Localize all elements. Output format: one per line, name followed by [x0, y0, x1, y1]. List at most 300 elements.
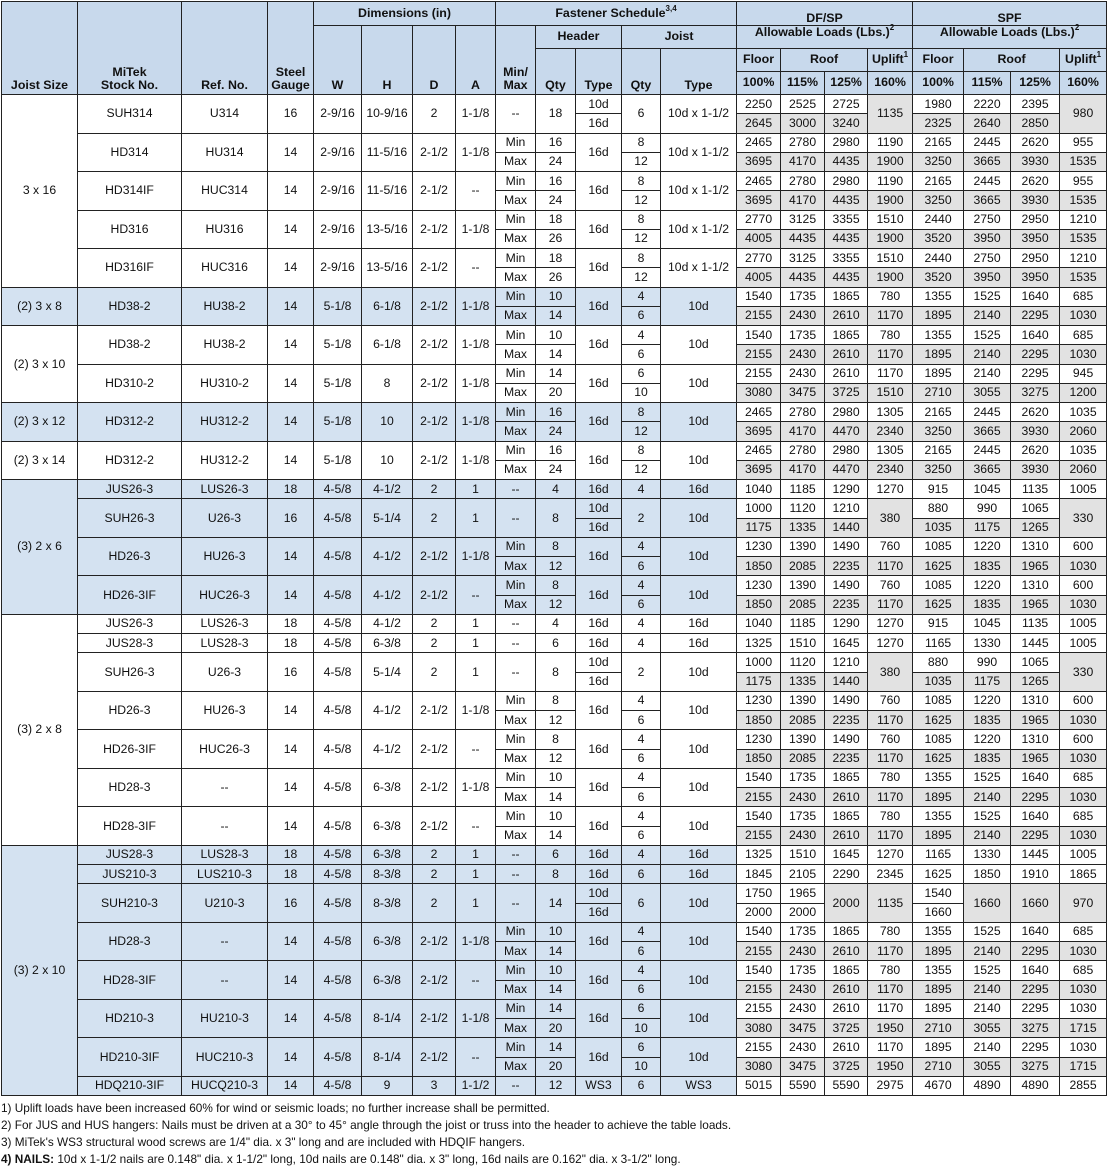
joist-type-cell: 10d [661, 768, 737, 807]
ref-no-cell: U26-3 [182, 499, 268, 538]
load-spf-100: 2165 [913, 441, 964, 460]
joist-qty-cell: 6 [622, 749, 661, 768]
load-spf-100: 1165 [913, 845, 964, 864]
load-dfsp-115: 2780 [781, 403, 825, 422]
load-spf-115: 3055 [964, 1019, 1011, 1038]
load-spf-uplift: 685 [1060, 287, 1107, 306]
joist-qty-cell: 6 [622, 95, 661, 134]
joist-qty-cell: 6 [622, 884, 661, 923]
min-max-cell: -- [496, 884, 536, 923]
table-row [2, 326, 1107, 345]
min-max-cell: Min [496, 210, 536, 229]
min-max-cell: -- [496, 865, 536, 884]
a-cell: 1-1/2 [456, 1076, 496, 1095]
header-type-cell: 16d [576, 518, 622, 537]
load-dfsp-115: 2085 [781, 557, 825, 576]
joist-qty-cell: 4 [622, 287, 661, 306]
load-dfsp-125: 1490 [825, 576, 868, 595]
load-spf-115: 1835 [964, 711, 1011, 730]
superscript: 2 [1074, 23, 1080, 32]
load-dfsp-uplift: 780 [868, 326, 913, 345]
dfsp-uplift: Uplift$^1$ [868, 49, 913, 72]
ref-no-cell: HUC210-3 [182, 1038, 268, 1077]
load-dfsp-uplift: 1170 [868, 788, 913, 807]
group-fastener-schedule: Fastener Schedule$^{3,4}$ [496, 2, 737, 26]
load-dfsp-uplift: 380 [868, 653, 913, 692]
load-dfsp-uplift: 1170 [868, 595, 913, 614]
load-dfsp-uplift: 2975 [868, 1076, 913, 1095]
load-dfsp-uplift: 760 [868, 537, 913, 556]
min-max-cell: -- [496, 499, 536, 538]
joist-qty-cell: 10 [622, 1057, 661, 1076]
joist-qty-cell: 4 [622, 634, 661, 653]
h-cell: 4-1/2 [362, 691, 413, 730]
load-spf-uplift: 945 [1060, 364, 1107, 383]
joist-qty-cell: 8 [622, 403, 661, 422]
load-dfsp-uplift: 780 [868, 807, 913, 826]
load-dfsp-125: 2980 [825, 441, 868, 460]
load-dfsp-uplift: 780 [868, 768, 913, 787]
header-qty-cell: 20 [536, 383, 576, 402]
load-spf-115: 3055 [964, 1057, 1011, 1076]
load-spf-uplift: 970 [1060, 884, 1107, 923]
joist-type-cell: 10d [661, 807, 737, 846]
min-max-cell: Max [496, 191, 536, 210]
table-row [2, 537, 1107, 556]
stock-no-cell: HD314 [78, 133, 182, 172]
d-cell: 2 [413, 634, 456, 653]
load-dfsp-115: 4170 [781, 460, 825, 479]
load-spf-100: 3520 [913, 268, 964, 287]
gauge-cell: 18 [268, 634, 314, 653]
load-spf-115: 2140 [964, 942, 1011, 961]
w-cell: 4-5/8 [314, 537, 362, 576]
joist-qty-cell: 6 [622, 942, 661, 961]
load-spf-100: 1895 [913, 345, 964, 364]
load-spf-125: 1965 [1011, 595, 1060, 614]
load-spf-125: 1640 [1011, 961, 1060, 980]
pct-dfsp-115: 115% [781, 72, 825, 95]
load-spf-100: 880 [913, 499, 964, 518]
load-dfsp-uplift: 760 [868, 576, 913, 595]
load-dfsp-115: 2430 [781, 306, 825, 325]
load-spf-uplift: 1210 [1060, 249, 1107, 268]
stock-no-cell: HD26-3IF [78, 730, 182, 769]
load-dfsp-125: 1865 [825, 807, 868, 826]
load-spf-125: 1445 [1011, 634, 1060, 653]
gauge-cell: 14 [268, 364, 314, 403]
d-cell: 2-1/2 [413, 364, 456, 403]
load-dfsp-100: 2155 [737, 1038, 781, 1057]
load-spf-100: 1625 [913, 865, 964, 884]
load-spf-115: 1220 [964, 691, 1011, 710]
joist-type-cell: 10d x 1-1/2 [661, 210, 737, 249]
min-max-cell: Max [496, 1019, 536, 1038]
joist-type-cell: 16d [661, 634, 737, 653]
table-row [2, 364, 1107, 383]
load-dfsp-uplift: 1170 [868, 749, 913, 768]
d-cell: 2 [413, 845, 456, 864]
load-spf-125: 1265 [1011, 518, 1060, 537]
min-max-cell: Max [496, 306, 536, 325]
load-dfsp-115: 3125 [781, 210, 825, 229]
w-cell: 5-1/8 [314, 287, 362, 326]
joist-qty-cell: 6 [622, 557, 661, 576]
a-cell: 1-1/8 [456, 403, 496, 442]
header-type-cell: WS3 [576, 1076, 622, 1095]
load-dfsp-uplift: 1135 [868, 884, 913, 923]
load-dfsp-115: 2085 [781, 711, 825, 730]
load-spf-100: 2165 [913, 172, 964, 191]
header-qty-cell: 8 [536, 691, 576, 710]
load-dfsp-115: 3475 [781, 1019, 825, 1038]
load-spf-uplift: 980 [1060, 95, 1107, 134]
joist-type-cell: 10d x 1-1/2 [661, 249, 737, 288]
load-spf-uplift: 1030 [1060, 306, 1107, 325]
header-qty-cell: 8 [536, 499, 576, 538]
load-spf-uplift: 1030 [1060, 711, 1107, 730]
d-cell: 2-1/2 [413, 922, 456, 961]
load-spf-115: 2140 [964, 345, 1011, 364]
col-joist-qty: Qty [622, 49, 661, 95]
joist-type-cell: 10d [661, 364, 737, 403]
min-max-cell: -- [496, 614, 536, 633]
load-spf-100: 2440 [913, 249, 964, 268]
note-4-text: 10d x 1-1/2 nails are 0.148" dia. x 1-1/2" long, 10d nails are 0.148" dia. x 3" long, 16d nails are 0.162" dia. x 3-1/2" long. [54, 1152, 681, 1166]
min-max-cell: Min [496, 441, 536, 460]
joist-type-cell: 10d [661, 884, 737, 923]
ref-no-cell: HU26-3 [182, 537, 268, 576]
table-row [2, 576, 1107, 595]
load-dfsp-125: 1490 [825, 730, 868, 749]
gauge-cell: 14 [268, 576, 314, 615]
load-spf-115: 1835 [964, 749, 1011, 768]
gauge-cell: 14 [268, 1038, 314, 1077]
joist-type-cell: WS3 [661, 1076, 737, 1095]
load-dfsp-uplift: 1900 [868, 268, 913, 287]
load-spf-100: 1625 [913, 749, 964, 768]
header-type-cell: 16d [576, 114, 622, 133]
load-dfsp-100: 2155 [737, 345, 781, 364]
load-dfsp-uplift: 1190 [868, 133, 913, 152]
load-dfsp-uplift: 1510 [868, 210, 913, 229]
header-qty-cell: 8 [536, 730, 576, 749]
load-spf-115: 2140 [964, 999, 1011, 1018]
min-max-cell: -- [496, 480, 536, 499]
col-ref-no: Ref. No. [182, 2, 268, 95]
ref-no-cell: -- [182, 768, 268, 807]
load-spf-uplift: 1210 [1060, 210, 1107, 229]
gauge-cell: 14 [268, 961, 314, 1000]
header-type-cell: 10d [576, 653, 622, 672]
header-type-cell: 16d [576, 537, 622, 576]
load-dfsp-115: 2430 [781, 999, 825, 1018]
joist-qty-cell: 12 [622, 191, 661, 210]
load-spf-100: 1355 [913, 961, 964, 980]
d-cell: 2-1/2 [413, 768, 456, 807]
header-type-cell: 16d [576, 672, 622, 691]
load-dfsp-115: 3475 [781, 1057, 825, 1076]
min-max-cell: Min [496, 172, 536, 191]
a-cell: 1 [456, 884, 496, 923]
w-cell: 4-5/8 [314, 884, 362, 923]
a-cell: 1-1/8 [456, 133, 496, 172]
header-qty-cell: 8 [536, 865, 576, 884]
min-max-cell: Max [496, 1057, 536, 1076]
joist-qty-cell: 12 [622, 422, 661, 441]
joist-qty-cell: 6 [622, 865, 661, 884]
load-dfsp-uplift: 1305 [868, 441, 913, 460]
d-cell: 2-1/2 [413, 730, 456, 769]
load-spf-100: 1660 [913, 903, 964, 922]
load-spf-uplift: 1030 [1060, 980, 1107, 999]
header-qty-cell: 14 [536, 1038, 576, 1057]
table-row [2, 865, 1107, 884]
a-cell: 1-1/8 [456, 537, 496, 576]
joist-qty-cell: 6 [622, 788, 661, 807]
h-cell: 4-1/2 [362, 537, 413, 576]
header-qty-cell: 16 [536, 133, 576, 152]
load-spf-125: 2620 [1011, 172, 1060, 191]
header-qty-cell: 24 [536, 152, 576, 171]
header-type-cell: 16d [576, 922, 622, 961]
min-max-cell: Max [496, 749, 536, 768]
d-cell: 2-1/2 [413, 172, 456, 211]
col-joist-type: Type [661, 49, 737, 95]
joist-qty-cell: 4 [622, 768, 661, 787]
joist-size-cell: (3) 2 x 10 [2, 845, 78, 1095]
gauge-cell: 14 [268, 922, 314, 961]
table-row [2, 133, 1107, 152]
load-dfsp-115: 2430 [781, 1038, 825, 1057]
min-max-cell: Min [496, 730, 536, 749]
load-dfsp-100: 3080 [737, 1019, 781, 1038]
col-header-type: Type [576, 49, 622, 95]
superscript: 1 [903, 50, 909, 60]
load-spf-115: 2220 [964, 95, 1011, 114]
load-dfsp-100: 2155 [737, 364, 781, 383]
joist-qty-cell: 4 [622, 537, 661, 556]
header-qty-cell: 12 [536, 595, 576, 614]
header-qty-cell: 16 [536, 172, 576, 191]
header-qty-cell: 12 [536, 1076, 576, 1095]
load-spf-100: 1625 [913, 595, 964, 614]
load-spf-100: 1355 [913, 807, 964, 826]
gauge-cell: 14 [268, 403, 314, 442]
load-dfsp-uplift: 1270 [868, 480, 913, 499]
load-spf-125: 3275 [1011, 383, 1060, 402]
load-dfsp-125: 3355 [825, 249, 868, 268]
load-dfsp-115: 1735 [781, 287, 825, 306]
joist-qty-cell: 4 [622, 576, 661, 595]
load-spf-100: 1355 [913, 922, 964, 941]
a-cell: 1-1/8 [456, 691, 496, 730]
load-spf-uplift: 1535 [1060, 152, 1107, 171]
w-cell: 2-9/16 [314, 172, 362, 211]
load-dfsp-100: 1540 [737, 807, 781, 826]
header-qty-cell: 16 [536, 441, 576, 460]
stock-no-cell: JUS28-3 [78, 845, 182, 864]
load-spf-125: 3930 [1011, 152, 1060, 171]
load-dfsp-125: 4435 [825, 152, 868, 171]
col-mitek-stock: MiTek Stock No. [78, 2, 182, 95]
load-dfsp-125: 1490 [825, 537, 868, 556]
joist-type-cell: 10d [661, 999, 737, 1038]
a-cell: -- [456, 172, 496, 211]
joist-qty-cell: 4 [622, 730, 661, 749]
table-row [2, 691, 1107, 710]
load-spf-uplift: 1005 [1060, 614, 1107, 633]
load-dfsp-100: 2645 [737, 114, 781, 133]
load-spf-100: 3250 [913, 152, 964, 171]
load-dfsp-125: 2235 [825, 711, 868, 730]
load-spf-uplift: 685 [1060, 922, 1107, 941]
load-spf-uplift: 2060 [1060, 422, 1107, 441]
joist-qty-cell: 6 [622, 595, 661, 614]
stock-no-cell: SUH210-3 [78, 884, 182, 923]
load-dfsp-125: 2610 [825, 942, 868, 961]
w-cell: 4-5/8 [314, 499, 362, 538]
header-qty-cell: 10 [536, 807, 576, 826]
load-spf-uplift: 1535 [1060, 229, 1107, 248]
load-spf-uplift: 1715 [1060, 1019, 1107, 1038]
joist-qty-cell: 6 [622, 345, 661, 364]
load-spf-100: 1895 [913, 306, 964, 325]
w-cell: 4-5/8 [314, 961, 362, 1000]
load-spf-115: 1525 [964, 807, 1011, 826]
d-cell: 2-1/2 [413, 691, 456, 730]
load-dfsp-uplift: 1170 [868, 306, 913, 325]
a-cell: 1-1/8 [456, 95, 496, 134]
ref-no-cell: LUS28-3 [182, 845, 268, 864]
load-dfsp-125: 5590 [825, 1076, 868, 1095]
load-dfsp-100: 3695 [737, 422, 781, 441]
load-dfsp-115: 1735 [781, 768, 825, 787]
joist-qty-cell: 10 [622, 383, 661, 402]
stock-no-cell: JUS210-3 [78, 865, 182, 884]
header-qty-cell: 8 [536, 537, 576, 556]
load-spf-uplift: 1035 [1060, 403, 1107, 422]
d-cell: 2 [413, 614, 456, 633]
table-row [2, 1038, 1107, 1057]
w-cell: 2-9/16 [314, 95, 362, 134]
header-qty-cell: 26 [536, 229, 576, 248]
h-cell: 6-3/8 [362, 768, 413, 807]
load-dfsp-125: 1490 [825, 691, 868, 710]
h-cell: 13-5/16 [362, 210, 413, 249]
load-spf-125: 3930 [1011, 191, 1060, 210]
joist-qty-cell: 2 [622, 653, 661, 692]
load-spf-115: 2750 [964, 249, 1011, 268]
load-spf-100: 1085 [913, 576, 964, 595]
a-cell: -- [456, 576, 496, 615]
note-1: 1) Uplift loads have been increased 60% for wind or seismic loads; no further increase shall be permitted. [1, 1101, 550, 1115]
load-dfsp-uplift: 1900 [868, 152, 913, 171]
stock-no-cell: HD28-3IF [78, 961, 182, 1000]
h-cell: 10-9/16 [362, 95, 413, 134]
d-cell: 2-1/2 [413, 133, 456, 172]
load-spf-115: 2445 [964, 172, 1011, 191]
stock-no-cell: JUS28-3 [78, 634, 182, 653]
load-spf-100: 2325 [913, 114, 964, 133]
a-cell: 1-1/8 [456, 768, 496, 807]
load-dfsp-125: 1210 [825, 653, 868, 672]
load-dfsp-100: 2155 [737, 999, 781, 1018]
d-cell: 2-1/2 [413, 1038, 456, 1077]
load-dfsp-uplift: 780 [868, 961, 913, 980]
load-spf-125: 1640 [1011, 768, 1060, 787]
joist-qty-cell: 8 [622, 441, 661, 460]
joist-qty-cell: 6 [622, 1076, 661, 1095]
load-dfsp-uplift: 1270 [868, 614, 913, 633]
load-spf-125: 3950 [1011, 268, 1060, 287]
ref-no-cell: HU316 [182, 210, 268, 249]
load-dfsp-115: 1390 [781, 576, 825, 595]
header-type-cell: 16d [576, 576, 622, 615]
load-spf-115: 1850 [964, 865, 1011, 884]
header-qty-cell: 4 [536, 480, 576, 499]
joist-qty-cell: 4 [622, 614, 661, 633]
load-dfsp-115: 1390 [781, 537, 825, 556]
d-cell: 2-1/2 [413, 249, 456, 288]
table-row [2, 287, 1107, 306]
load-dfsp-uplift: 1170 [868, 557, 913, 576]
load-spf-100: 2165 [913, 133, 964, 152]
stock-no-cell: HDQ210-3IF [78, 1076, 182, 1095]
min-max-cell: Max [496, 788, 536, 807]
load-spf-125: 2295 [1011, 1038, 1060, 1057]
h-cell: 4-1/2 [362, 730, 413, 769]
min-max-cell: -- [496, 845, 536, 864]
a-cell: 1-1/8 [456, 326, 496, 365]
load-dfsp-125: 2980 [825, 172, 868, 191]
load-dfsp-115: 4170 [781, 191, 825, 210]
load-spf-125: 1640 [1011, 326, 1060, 345]
joist-qty-cell: 12 [622, 229, 661, 248]
load-dfsp-uplift: 1170 [868, 364, 913, 383]
load-dfsp-100: 2465 [737, 441, 781, 460]
load-spf-uplift: 1030 [1060, 749, 1107, 768]
load-spf-100: 1355 [913, 326, 964, 345]
load-dfsp-uplift: 1270 [868, 634, 913, 653]
gauge-cell: 14 [268, 1076, 314, 1095]
load-dfsp-115: 1510 [781, 845, 825, 864]
load-dfsp-125: 1865 [825, 287, 868, 306]
load-spf-125: 2395 [1011, 95, 1060, 114]
load-spf-100: 2710 [913, 1057, 964, 1076]
load-dfsp-100: 1230 [737, 576, 781, 595]
load-dfsp-100: 1325 [737, 634, 781, 653]
load-spf-125: 1310 [1011, 691, 1060, 710]
load-spf-125: 3950 [1011, 229, 1060, 248]
load-dfsp-uplift: 1305 [868, 403, 913, 422]
load-spf-uplift: 1005 [1060, 480, 1107, 499]
ref-no-cell: -- [182, 922, 268, 961]
note-3: 3) MiTek's WS3 structural wood screws are 1/4" dia. x 3" long and are included with HDQIF hangers. [1, 1135, 526, 1149]
load-spf-125: 1065 [1011, 499, 1060, 518]
load-dfsp-115: 2525 [781, 95, 825, 114]
w-cell: 4-5/8 [314, 807, 362, 846]
load-dfsp-100: 1175 [737, 518, 781, 537]
joist-type-cell: 10d [661, 576, 737, 615]
load-spf-115: 1525 [964, 326, 1011, 345]
load-spf-125: 2295 [1011, 345, 1060, 364]
min-max-cell: Min [496, 961, 536, 980]
load-dfsp-125: 1865 [825, 768, 868, 787]
dfsp-allowable-loads: Allowable Loads $(Lbs.)^2$ [737, 26, 913, 49]
min-max-cell: Max [496, 980, 536, 999]
load-spf-125: 3275 [1011, 1057, 1060, 1076]
